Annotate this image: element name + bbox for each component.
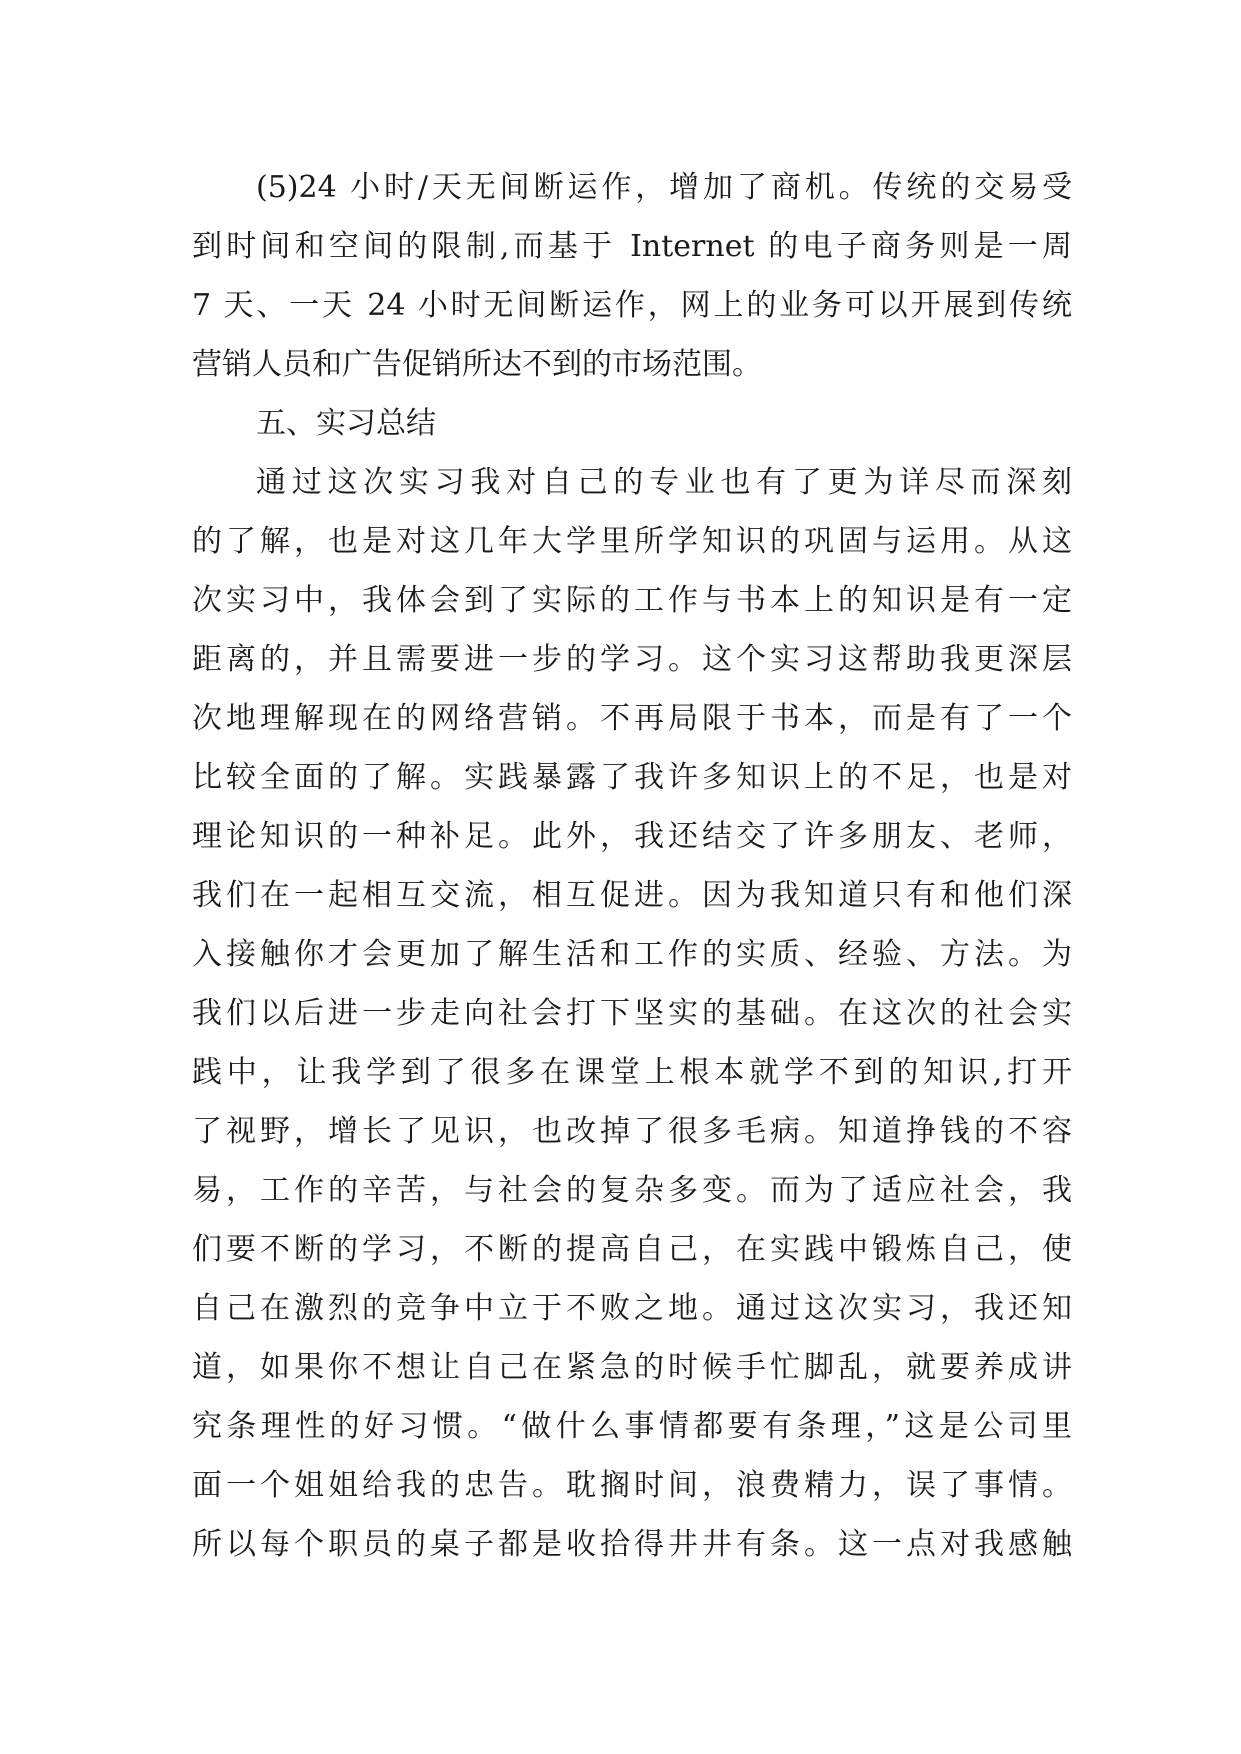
text-line: 次地理解现在的网络营销。不再局限于书本，而是有了一个 <box>192 701 1072 736</box>
text-line: 营销人员和广告促销所达不到的市场范围。 <box>192 347 762 382</box>
text-line: 次实习中，我体会到了实际的工作与书本上的知识是有一定 <box>192 583 1072 618</box>
text-line: 到时间和空间的限制,而基于 Internet 的电子商务则是一周 <box>192 229 1072 264</box>
body-text <box>192 158 1072 1574</box>
text-line: 了视野，增长了见识，也改掉了很多毛病。知道挣钱的不容 <box>192 1114 1072 1149</box>
text-line: 我们在一起相互交流，相互促进。因为我知道只有和他们深 <box>192 878 1072 913</box>
text-line: 究条理性的好习惯。“做什么事情都要有条理，”这是公司里 <box>192 1409 1072 1444</box>
section-heading: 五、实习总结 <box>256 406 436 441</box>
text-line: 面一个姐姐给我的忠告。耽搁时间，浪费精力，误了事情。 <box>192 1468 1072 1503</box>
text-line: 理论知识的一种补足。此外，我还结交了许多朋友、老师， <box>192 819 1072 854</box>
text-line: 们要不断的学习，不断的提高自己，在实践中锻炼自己，使 <box>192 1232 1072 1267</box>
text-line: 易，工作的辛苦，与社会的复杂多变。而为了适应社会，我 <box>192 1173 1072 1208</box>
text-line: 距离的，并且需要进一步的学习。这个实习这帮助我更深层 <box>192 642 1072 677</box>
text-line: 践中，让我学到了很多在课堂上根本就学不到的知识,打开 <box>192 1055 1072 1090</box>
text-line: 7 天、一天 24 小时无间断运作，网上的业务可以开展到传统 <box>192 288 1072 323</box>
text-line: 比较全面的了解。实践暴露了我许多知识上的不足，也是对 <box>192 760 1072 795</box>
text-line: 入接触你才会更加了解生活和工作的实质、经验、方法。为 <box>192 937 1072 972</box>
text-line: 自己在激烈的竞争中立于不败之地。通过这次实习，我还知 <box>192 1291 1072 1326</box>
text-line: 所以每个职员的桌子都是收拾得井井有条。这一点对我感触 <box>192 1527 1072 1562</box>
text-line: 道，如果你不想让自己在紧急的时候手忙脚乱，就要养成讲 <box>192 1350 1072 1385</box>
text-line: 通过这次实习我对自己的专业也有了更为详尽而深刻 <box>256 465 1072 500</box>
text-line: (5)24 小时/天无间断运作，增加了商机。传统的交易受 <box>256 170 1072 205</box>
text-line: 我们以后进一步走向社会打下坚实的基础。在这次的社会实 <box>192 996 1072 1031</box>
text-line: 的了解，也是对这几年大学里所学知识的巩固与运用。从这 <box>192 524 1072 559</box>
